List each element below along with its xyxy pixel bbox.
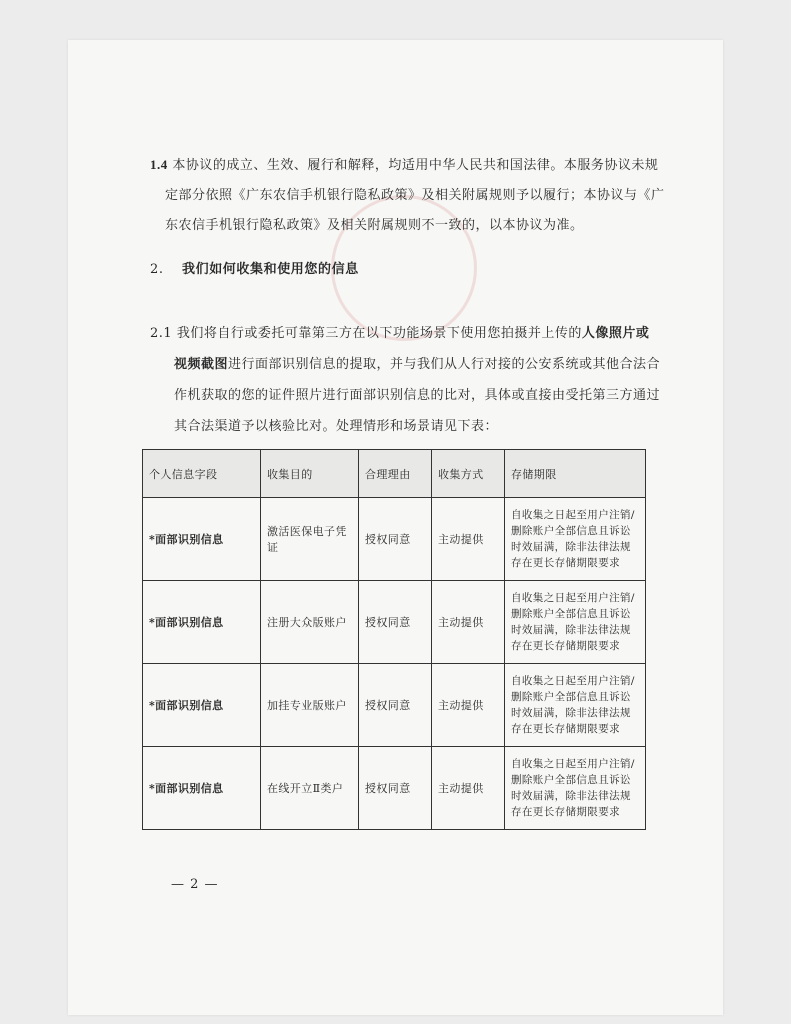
cell-purpose: 加挂专业版账户: [261, 664, 359, 747]
section-2-1-line2-bold: 视频截图: [174, 357, 229, 372]
header-purpose: 收集目的: [261, 450, 359, 498]
table-header-row: [143, 450, 646, 498]
cell-purpose: 注册大众版账户: [261, 581, 359, 664]
cell-field: *面部识别信息: [143, 581, 261, 664]
cell-field: *面部识别信息: [143, 747, 261, 830]
section-2-1-line1-bold: 人像照片或: [581, 326, 650, 341]
cell-period: 自收集之日起至用户注销/删除账户全部信息且诉讼时效届满，除非法律法规存在更长存储期限要求: [505, 581, 646, 664]
page-number: — 2 —: [171, 877, 219, 892]
cell-period: 自收集之日起至用户注销/删除账户全部信息且诉讼时效届满，除非法律法规存在更长存储期限要求: [505, 747, 646, 830]
section-1-4: [150, 150, 680, 241]
cell-reason: 授权同意: [359, 664, 432, 747]
section-1-4-line2: 定部分依照《广东农信手机银行隐私政策》及相关附属规则予以履行；本协议与《广: [165, 188, 665, 203]
table-row: [143, 581, 646, 664]
section-2-1-number: 2.1: [150, 326, 173, 341]
cell-field: *面部识别信息: [143, 664, 261, 747]
cell-method: 主动提供: [432, 664, 505, 747]
section-2-1-line3: 作机获取的您的证件照片进行面部识别信息的比对，具体或直接由受托第三方通过: [174, 388, 661, 403]
section-1-4-line1: 本协议的成立、生效、履行和解释，均适用中华人民共和国法律。本服务协议未规: [172, 158, 659, 173]
table-row: [143, 747, 646, 830]
table-row: [143, 664, 646, 747]
section-2-1-line4: 其合法渠道予以核验比对。处理情形和场景请见下表：: [174, 419, 499, 434]
cell-reason: 授权同意: [359, 498, 432, 581]
cell-reason: 授权同意: [359, 747, 432, 830]
cell-period: 自收集之日起至用户注销/删除账户全部信息且诉讼时效届满，除非法律法规存在更长存储期限要求: [505, 664, 646, 747]
header-field: 个人信息字段: [143, 450, 261, 498]
cell-method: 主动提供: [432, 747, 505, 830]
section-2-1-line1-text: 我们将自行或委托可靠第三方在以下功能场景下使用您拍摄并上传的: [176, 326, 582, 341]
section-1-4-line3: 东农信手机银行隐私政策》及相关附属规则不一致的，以本协议为准。: [165, 218, 584, 233]
cell-field: *面部识别信息: [143, 498, 261, 581]
section-2-1-line2-text: 进行面部识别信息的提取，并与我们从人行对接的公安系统或其他合法合: [228, 357, 661, 372]
cell-purpose: 激活医保电子凭证: [261, 498, 359, 581]
header-period: 存储期限: [505, 450, 646, 498]
section-2-heading: [150, 258, 359, 277]
section-1-4-number: 1.4: [150, 157, 168, 172]
cell-reason: 授权同意: [359, 581, 432, 664]
header-method: 收集方式: [432, 450, 505, 498]
cell-purpose: 在线开立Ⅱ类户: [261, 747, 359, 830]
cell-period: 自收集之日起至用户注销/删除账户全部信息且诉讼时效届满，除非法律法规存在更长存储期限要求: [505, 498, 646, 581]
section-2-number: 2.: [150, 262, 164, 277]
face-recognition-table: [142, 449, 646, 830]
section-2-title: 我们如何收集和使用您的信息: [182, 262, 359, 277]
header-reason: 合理理由: [359, 450, 432, 498]
section-2-1: [150, 318, 690, 442]
document-page: [68, 40, 723, 1015]
table-row: [143, 498, 646, 581]
cell-method: 主动提供: [432, 581, 505, 664]
cell-method: 主动提供: [432, 498, 505, 581]
